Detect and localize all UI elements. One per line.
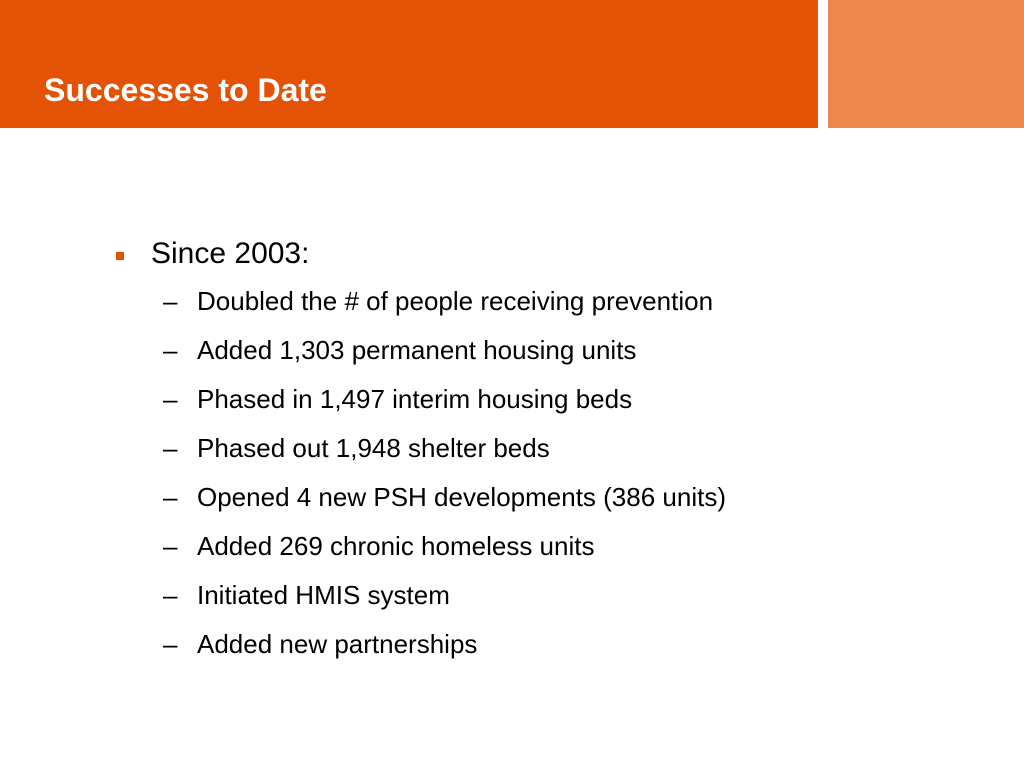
dash-bullet-icon: – [163,580,178,610]
slide-content [112,232,992,668]
sub-bullet-item [112,276,992,325]
dash-bullet-icon: – [163,433,178,463]
sub-bullet-text: Added new partnerships [197,629,478,659]
dash-bullet-icon: – [163,384,178,414]
sub-bullet-text: Opened 4 new PSH developments (386 units) [197,482,726,512]
sub-bullet-text: Added 269 chronic homeless units [197,531,595,561]
title-bar [0,0,818,128]
dash-bullet-icon: – [163,531,178,561]
square-bullet-icon [116,252,124,260]
sub-bullet-text: Doubled the # of people receiving prevention [197,286,714,316]
sub-bullet-item [112,325,992,374]
bullet-text: Since 2003: [151,237,310,270]
dash-bullet-icon: – [163,335,178,365]
sub-bullet-item [112,472,992,521]
sub-bullet-item [112,570,992,619]
sub-bullet-item [112,374,992,423]
sub-bullet-text: Initiated HMIS system [197,580,450,610]
bullet-item [112,232,992,276]
dash-bullet-icon: – [163,286,178,316]
dash-bullet-icon: – [163,629,178,659]
sub-bullet-item [112,423,992,472]
sub-bullet-item [112,619,992,668]
sub-bullet-text: Phased out 1,948 shelter beds [197,433,550,463]
sub-bullet-list [112,276,992,668]
slide-title: Successes to Date [44,72,327,108]
sub-bullet-text: Added 1,303 permanent housing units [197,335,637,365]
sub-bullet-text: Phased in 1,497 interim housing beds [197,384,633,414]
sub-bullet-item [112,521,992,570]
dash-bullet-icon: – [163,482,178,512]
title-bar-accent-block [828,0,1024,128]
